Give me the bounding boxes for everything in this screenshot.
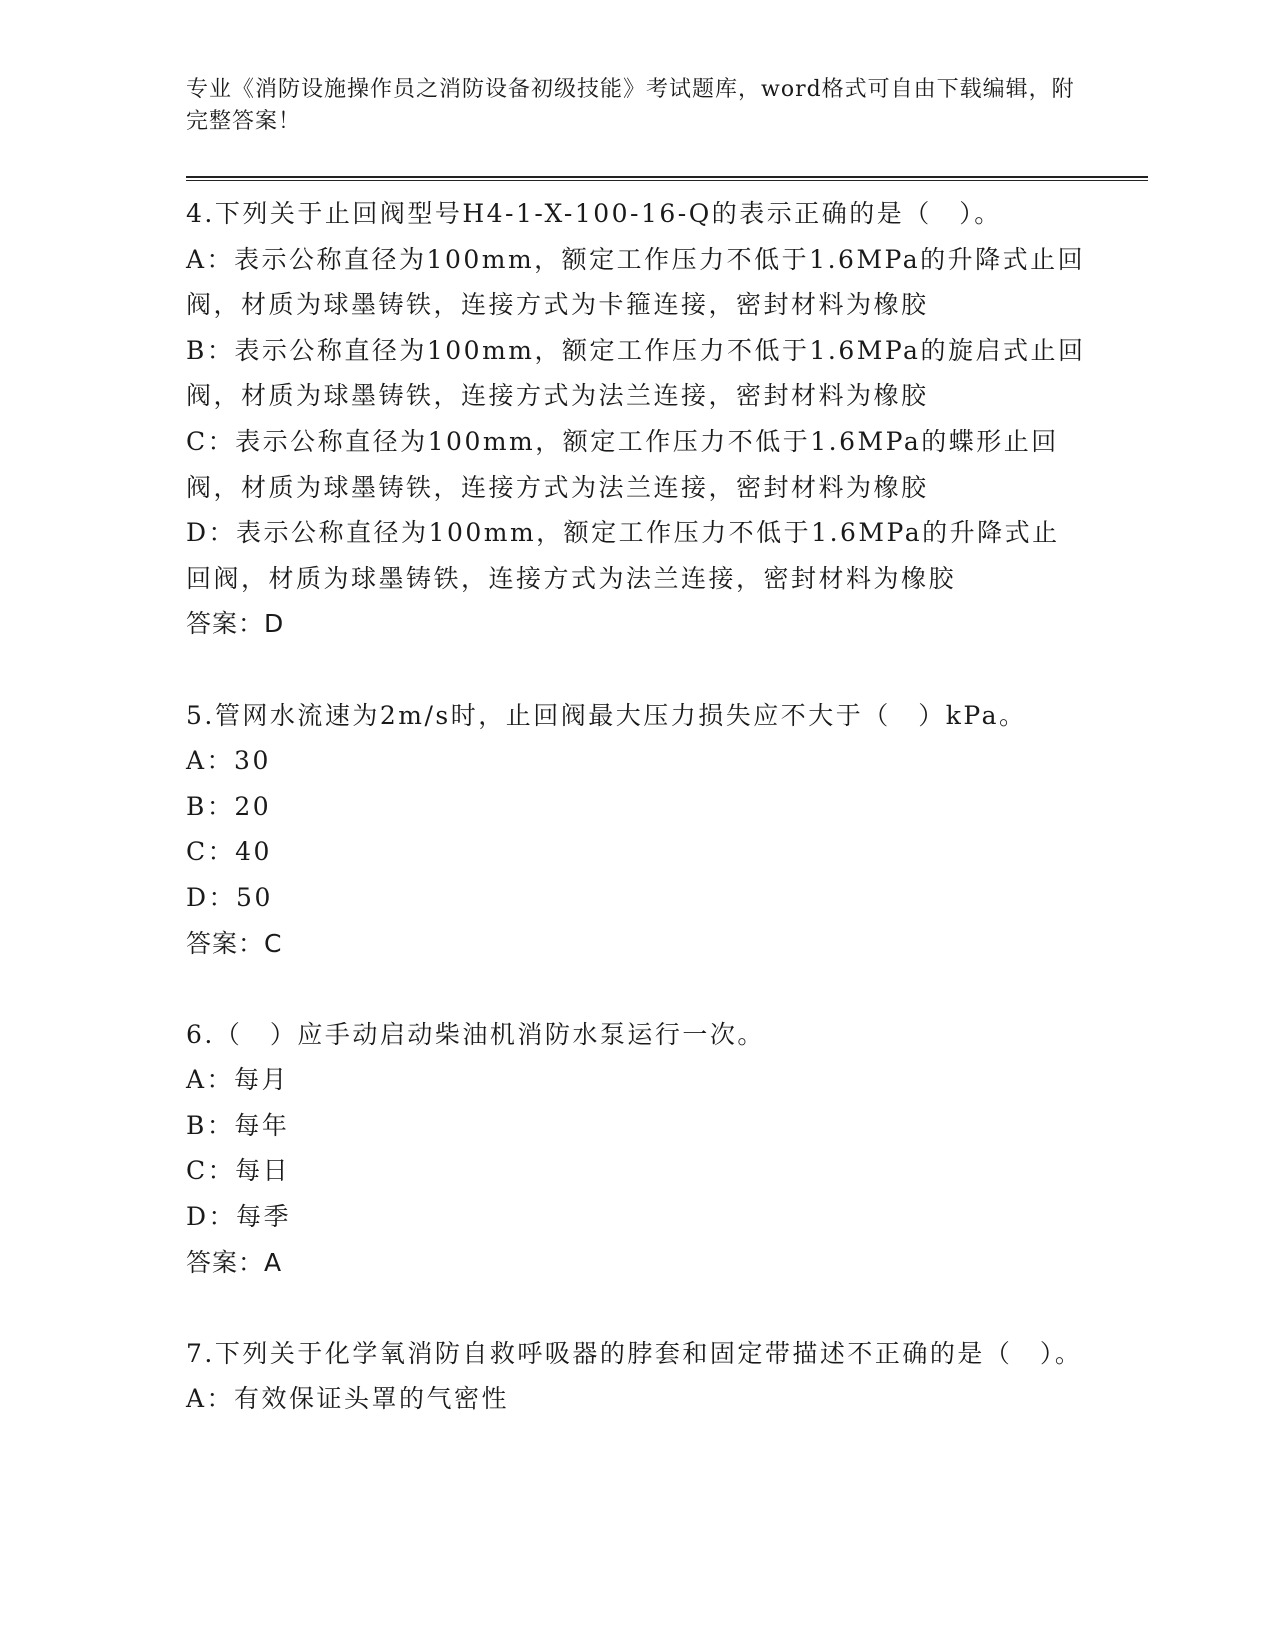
question-list [186,191,1086,1422]
option-d: D：50 [186,882,273,912]
option-a: A：每月 [186,1065,290,1095]
question-4 [186,191,1086,647]
option-d: D：每季 [186,1202,292,1232]
option-b: B：表示公称直径为100mm，额定工作压力不低于1.6MPa的旋启式止回阀，材质为球墨铸铁，连接方式为法兰连接，密封材料为橡胶 [186,335,1086,411]
answer: 答案：A [186,1247,283,1277]
question-spacer [186,1285,1086,1331]
question-stem: 7.下列关于化学氧消防自救呼吸器的脖套和固定带描述不正确的是（ ）。 [186,1338,1083,1368]
question-stem: 6.（ ）应手动启动柴油机消防水泵运行一次。 [186,1019,765,1049]
question-spacer [186,647,1086,693]
question-stem: 4.下列关于止回阀型号H4-1-X-100-16-Q的表示正确的是（ ）。 [186,199,1002,228]
question-5 [186,693,1086,967]
answer: 答案：D [186,609,285,639]
option-a: A：有效保证头罩的气密性 [186,1384,510,1414]
option-c: C：40 [186,837,272,867]
option-a: A：30 [186,746,271,776]
question-6 [186,1012,1086,1286]
question-spacer [186,966,1086,1012]
option-c: C：每日 [186,1156,291,1186]
option-a: A：表示公称直径为100mm，额定工作压力不低于1.6MPa的升降式止回阀，材质为球墨铸铁，连接方式为卡箍连接，密封材料为橡胶 [186,244,1086,320]
question-stem: 5.管网水流速为2m/s时，止回阀最大压力损失应不大于（ ）kPa。 [186,700,1027,730]
question-7 [186,1331,1086,1422]
answer: 答案：C [186,928,283,958]
option-c: C：表示公称直径为100mm，额定工作压力不低于1.6MPa的蝶形止回阀，材质为球墨铸铁，连接方式为法兰连接，密封材料为橡胶 [186,426,1059,502]
document-header-note: 专业《消防设施操作员之消防设备初级技能》考试题库，word格式可自由下载编辑，附完整答案！ [186,77,1075,134]
option-b: B：20 [186,791,272,821]
option-b: B：每年 [186,1110,290,1140]
option-d: D：表示公称直径为100mm，额定工作压力不低于1.6MPa的升降式止回阀，材质为球墨铸铁，连接方式为法兰连接，密封材料为橡胶 [186,518,1060,593]
header-divider [186,176,1148,181]
